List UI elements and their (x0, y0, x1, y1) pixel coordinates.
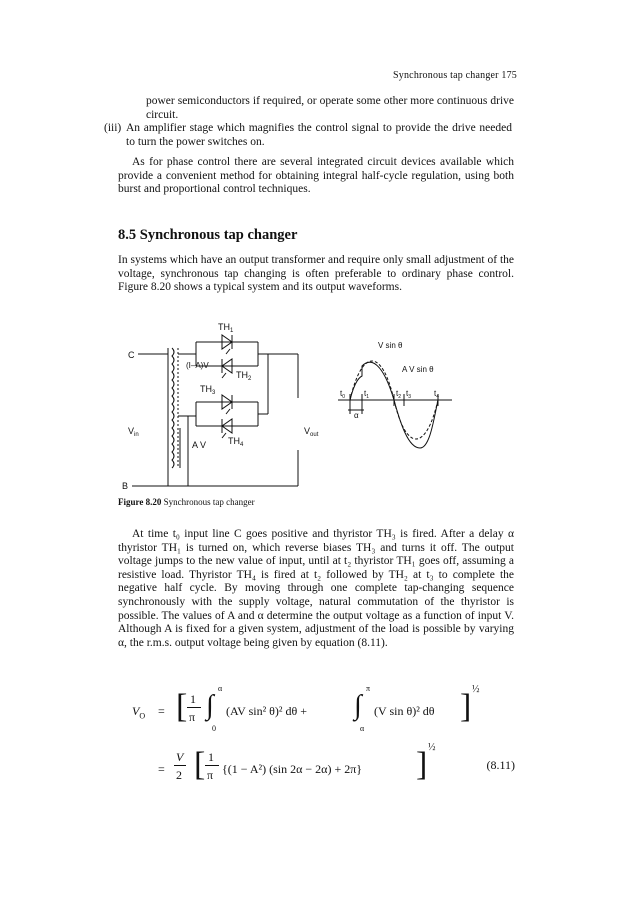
label-av: A V (192, 440, 207, 450)
label-th3: $TH_3$ (200, 384, 216, 396)
figure-caption-text: Synchronous tap changer (163, 497, 255, 507)
paragraph-operation: At time t₀ input line C goes positive and thyristor TH₃ is fired. After a delay α thyristor TH₁ is turned on, which reverse biases TH₃ and turns it off. The output voltage jumps to the new value of input, until at t₂ thyristor TH₁ goes off, assuming a resistive load. Thyristor TH₄ is fired at t₂ followed by TH₂ at t₃ to complete the negative half cycle. By moving through one complete tap-changing sequence synchronously with the supply voltage, natural commutation of the thyristor is possible. The values of A and α determine the output voltage as a function of input V. Although A is fixed for a given system, adjustment of the load is possible by varying α, the r.m.s. output voltage being given by equation (8.11). (118, 528, 514, 649)
eq-frac-den: π (189, 710, 196, 724)
eq-lhs: $V_O$ (132, 704, 146, 721)
eq-int1-upper: α (218, 684, 223, 693)
label-node-b: B (122, 481, 129, 491)
eq-v-over: V (176, 750, 184, 764)
label-t4: $t_4$ (434, 389, 440, 400)
eq2-frac-num: 1 (208, 750, 214, 764)
eq-equals-1: = (158, 704, 165, 718)
label-t1: $t_1$ (364, 389, 370, 400)
running-header: Synchronous tap changer 175 (393, 70, 517, 81)
figure-caption (118, 497, 255, 507)
eq-int1-lower: 0 (212, 724, 216, 733)
eq-integral-1: ∫ (206, 690, 214, 721)
eq-bracket-left: [ (176, 688, 188, 725)
label-t3: $t_3$ (406, 389, 412, 400)
eq2-body: {(1 − A²) (sin 2α − 2α) + 2π} (222, 762, 363, 776)
equation-line-2 (132, 742, 522, 794)
equation-line-1 (132, 684, 522, 736)
eq2-frac-den: π (207, 768, 214, 782)
list-number: (iii) (104, 122, 122, 134)
figure-caption-label: Figure 8.20 (118, 497, 162, 507)
label-vout: $V_{out}$ (304, 426, 319, 438)
eq2-bracket-right: ] (416, 746, 428, 783)
eq-power: ½ (472, 684, 480, 695)
eq-two: 2 (176, 768, 182, 782)
section-title: 8.5 Synchronous tap changer (118, 227, 298, 243)
paragraph-intro: In systems which have an output transformer and require only small adjustment of the voltage, synchronous tap changing is often preferable to ordinary phase control. Figure 8.20 shows a typical system and its output waveforms. (118, 254, 514, 294)
label-alpha: α (354, 411, 359, 420)
eq-int2-lower: α (360, 724, 365, 733)
eq-int1-body: (AV sin² θ)² dθ + (226, 704, 308, 718)
label-wave-v: V sin θ (378, 341, 403, 350)
label-wave-av: A V sin θ (402, 365, 434, 374)
circuit-diagram (118, 318, 458, 494)
eq2-power: ½ (428, 742, 436, 753)
eq-frac-num: 1 (190, 692, 196, 706)
equation-number: (8.11) (486, 758, 515, 772)
figure-8-20 (118, 318, 458, 499)
eq2-bracket-left: [ (194, 746, 206, 783)
eq-integral-2: ∫ (354, 690, 362, 721)
label-one-minus-av: (I–A)V (186, 361, 209, 370)
label-th4: $TH_4$ (228, 436, 244, 448)
continuation-text: power semiconductors if required, or operate some other more continuous drive circuit. (146, 95, 514, 121)
label-vin: $V_{in}$ (128, 426, 139, 438)
eq-bracket-right: ] (460, 688, 472, 725)
list-text: An amplifier stage which magnifies the control signal to provide the drive needed to turn the power switches on. (126, 122, 512, 148)
list-item-iii (104, 122, 514, 149)
label-node-c: C (128, 350, 135, 360)
label-th1: $TH_1$ (218, 322, 234, 334)
paragraph-phase-control: As for phase control there are several integrated circuit devices available which provide a convenient method for obtaining integral half-cycle regulation, using both burst and proportional control techniques. (118, 156, 514, 196)
label-t0: $t_0$ (340, 389, 346, 400)
eq-int2-body: (V sin θ)² dθ (374, 704, 435, 718)
eq-int2-upper: π (366, 684, 371, 693)
eq-equals-2: = (158, 762, 165, 776)
label-th2: $TH_2$ (236, 370, 252, 382)
label-t2: $t_2$ (396, 389, 402, 400)
